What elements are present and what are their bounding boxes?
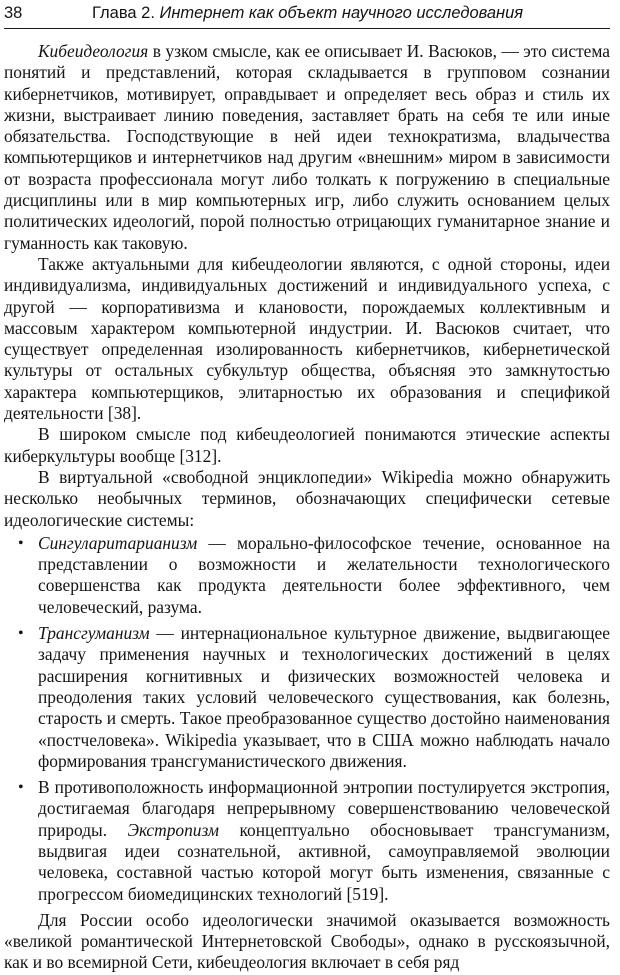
paragraph-cyberideology-broad: В широком смысле под кибеuдеологией понимаются этические аспекты киберкультуры вообще [312]. — [4, 424, 610, 466]
ideology-list — [4, 533, 610, 905]
term-cyberideology: Кибеuдеология — [38, 41, 149, 61]
page-body — [4, 41, 610, 974]
paragraph-cyberideology-narrow — [4, 41, 610, 254]
paragraph-russia: Для России особо идеологически значимой оказывается возможность «великой романтической Интернетовской Свободы», однако в русскоязычной, как и во всемирной Сети, кибеuдеология включает в себя ряд — [4, 909, 610, 973]
bullet-icon: • — [18, 625, 24, 643]
term-singularitarianism: Сингуларитарианизм — [38, 532, 198, 553]
chapter-title: Интернет как объект научного исследования — [159, 4, 524, 22]
list-item-text: — интернациональное культурное движение, выдвигающее задачу применения научных и технологических достижений в целях расширения когнитивных и физических возможностей человека и преодоления таких условий человеческого существования, как болезнь, старость и смерть. Такое преобразованное существо достойно наименования «постчеловека». Wikipedia указывает, что в США можно наблюдать начало формирования трансгуманистического движения. — [38, 623, 610, 771]
list-item-singularitarianism — [4, 533, 610, 618]
bullet-icon: • — [18, 534, 24, 552]
term-extropianism: Экстропизм — [127, 819, 219, 840]
list-item-transhumanism — [4, 623, 610, 772]
page-number: 38 — [4, 4, 23, 22]
running-header — [4, 2, 610, 29]
bullet-icon: • — [18, 779, 24, 797]
list-item-pretext: В противоположность информационной энтропии постулируется экстропия, достигаемая благодаря непрерывному совершенствованию человеческой природы. — [38, 777, 610, 840]
list-item-extropianism — [4, 777, 610, 905]
term-transhumanism: Трансгуманизм — [38, 623, 150, 644]
list-item-text: — морально-философское течение, основанное на представлении о возможности и желательности технологического совершенства как продукта деятельности более эффективного, чем человеческий, разума. — [38, 532, 610, 617]
list-item-text: концептуально обосновывает трансгуманизм, выдвигая идеи сознательной, активной, самоуправляемой эволюции человека, составной частью которой могут быть изменения, связанные с прогрессом биомедицинских технологий [519]. — [38, 819, 610, 904]
paragraph-individualism: Также актуальными для кибеuдеологии являются, с одной стороны, идеи индивидуализма, индивидуальных достижений и индивидуального успеха, с другой — корпоративизма и клановости, порождаемых коллективным и массовым характером компьютерной индустрии. И. Васюков считает, что существует определенная изолированность кибернетчиков, кибернетической культуры от остальных субкультур общества, объясняя это замкнутостью характера компьютерщиков, элитарностью их образования и спецификой деятельности [38]. — [4, 253, 610, 424]
chapter-label: Глава 2. — [92, 4, 155, 22]
chapter-heading — [92, 2, 523, 24]
paragraph-text: в узком смысле, как ее описывает И. Васюков, — это система понятий и представлений, которая складывается в групповом сознании кибернетчиков, мотивирует, оправдывает и определяет весь образ и стиль их жизни, выстраивает линию поведения, заставляет брать на себя те или иные обязательства. Господствующие в ней идеи технократизма, владычества компьютерщиков и интернетчиков над другим «внешним» миром в зависимости от возраста профессионала могут либо толкать к погружению в специальные дисциплины или в мир компьютерных игр, либо служить основанием целых политических идеологий, порой полностью отрицающих гуманитарное знание и гуманность как таковую. — [4, 41, 610, 253]
paragraph-wikipedia-intro: В виртуальной «свободной энциклопедии» Wikipedia можно обнаружить несколько необычных терминов, обозначающих специфически сетевые идеологические системы: — [4, 466, 610, 530]
